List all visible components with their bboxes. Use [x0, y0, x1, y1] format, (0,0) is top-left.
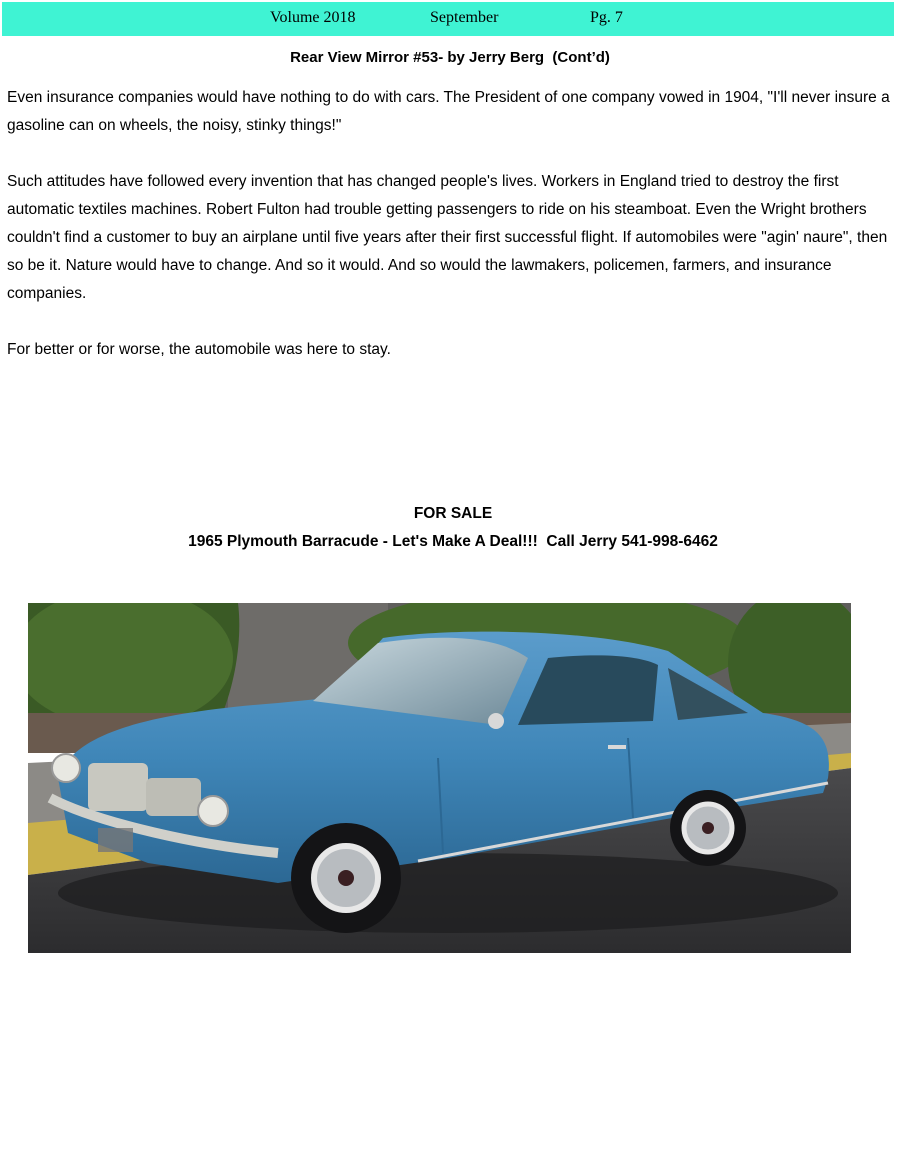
article-paragraph-2: Such attitudes have followed every invention that has changed people's lives. Workers in England tried to destroy the first automatic textiles machines. Robert Fulton had trouble getting passengers to ride on his steamboat. Even the Wright brothers couldn't find a customer to buy an airplane until five years after their first successful flight. If automobiles were "agin' naure", then so be it. Nature would have to change. And so it would. And so would the lawmakers, policemen, farmers, and insurance companies. [7, 173, 888, 302]
article-paragraph-3: For better or for worse, the automobile was here to stay. [7, 341, 391, 358]
car-photo [28, 603, 851, 953]
header-volume: Volume 2018 [270, 9, 356, 26]
newsletter-header-bar [2, 2, 894, 36]
article-paragraph-1: Even insurance companies would have nothing to do with cars. The President of one company vowed in 1904, "I'll never insure a gasoline can on wheels, the noisy, stinky things!" [7, 89, 890, 134]
for-sale-heading: FOR SALE [413, 505, 493, 522]
article-title: Rear View Mirror #53- by Jerry Berg (Cont’d) [290, 49, 610, 66]
header-page-number: Pg. 7 [590, 9, 623, 26]
header-month: September [430, 9, 499, 26]
for-sale-detail: 1965 Plymouth Barracude - Let's Make A Deal!!! Call Jerry 541-998-6462 [188, 533, 718, 550]
